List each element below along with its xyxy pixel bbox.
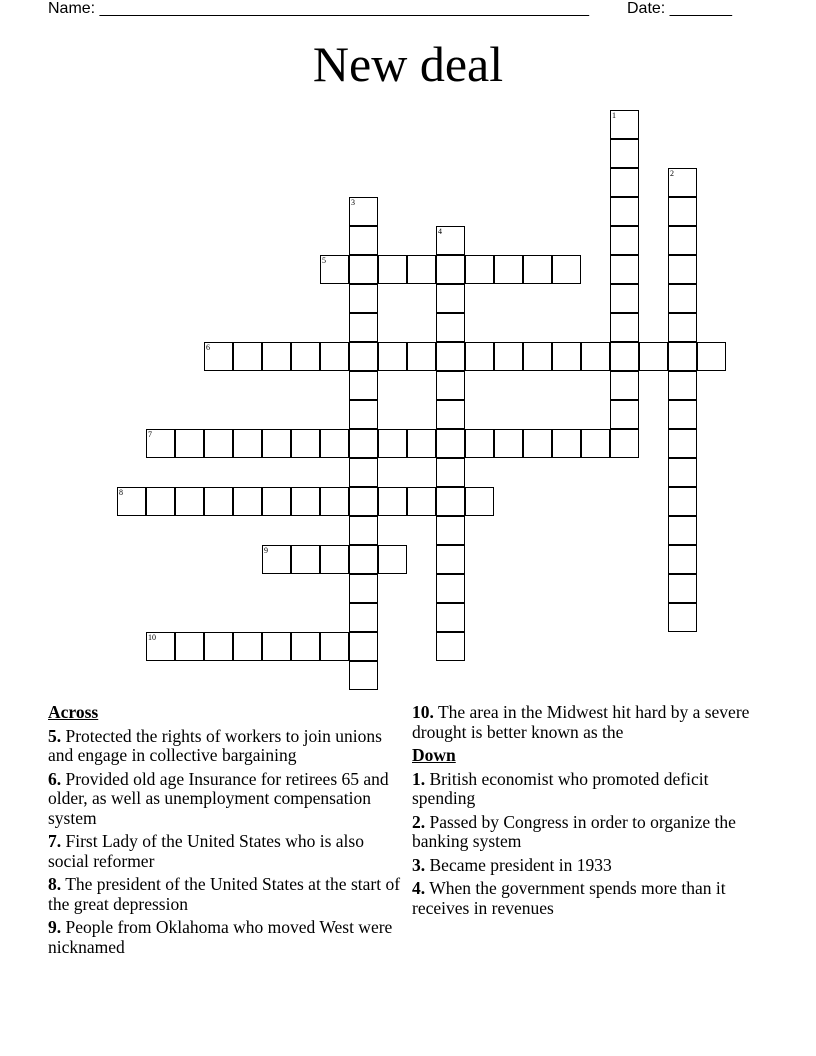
across-clue-10 [412, 703, 767, 742]
grid-cell[interactable] [610, 197, 639, 226]
grid-cell[interactable] [320, 255, 349, 284]
clue-number: 4. [412, 878, 426, 898]
grid-cell[interactable] [320, 487, 349, 516]
grid-cell[interactable] [117, 487, 146, 516]
grid-cell[interactable] [262, 342, 291, 371]
clue-text: The president of the United States at the start of the great depression [48, 874, 401, 914]
grid-cell[interactable] [610, 371, 639, 400]
grid-cell[interactable] [668, 429, 697, 458]
down-heading: Down [412, 745, 456, 765]
grid-cell[interactable] [204, 487, 233, 516]
grid-cell[interactable] [262, 429, 291, 458]
clue-number: 1. [412, 768, 426, 789]
grid-cell[interactable] [378, 545, 407, 574]
cell-clue-number: 10 [148, 633, 156, 642]
grid-cell[interactable] [204, 429, 233, 458]
grid-cell[interactable] [610, 139, 639, 168]
down-clue-4 [412, 879, 767, 918]
grid-cell[interactable] [668, 226, 697, 255]
grid-cell[interactable] [552, 429, 581, 458]
grid-cell[interactable] [349, 342, 378, 371]
clue-number: 9. [48, 917, 62, 937]
clue-number: 6. [48, 768, 62, 789]
grid-cell[interactable] [378, 342, 407, 371]
grid-cell[interactable] [494, 342, 523, 371]
grid-cell[interactable] [668, 545, 697, 574]
clue-text: First Lady of the United States who is also social reformer [48, 831, 364, 871]
grid-cell[interactable] [349, 400, 378, 429]
grid-cell[interactable] [581, 342, 610, 371]
grid-cell[interactable] [233, 487, 262, 516]
cell-clue-number: 7 [148, 430, 152, 439]
across-heading: Across [48, 702, 99, 722]
clues-left-column [48, 703, 403, 961]
down-clue-3 [412, 856, 767, 876]
across-clue-6 [48, 770, 403, 829]
grid-cell[interactable] [610, 400, 639, 429]
grid-cell[interactable] [668, 574, 697, 603]
grid-cell[interactable] [291, 429, 320, 458]
puzzle-title: New deal [312, 36, 504, 92]
cell-clue-number: 5 [322, 256, 326, 265]
clue-number: 8. [48, 874, 62, 894]
cell-clue-number: 3 [351, 198, 355, 207]
clue-text: Provided old age Insurance for retirees 65 and older, as well as unemployment compensation system [48, 768, 389, 828]
grid-cell[interactable] [175, 487, 204, 516]
grid-cell[interactable] [349, 661, 378, 690]
grid-cell[interactable] [146, 487, 175, 516]
grid-cell[interactable] [291, 342, 320, 371]
grid-cell[interactable] [668, 603, 697, 632]
across-clue-7 [48, 832, 403, 871]
grid-cell[interactable] [233, 342, 262, 371]
grid-cell[interactable] [610, 313, 639, 342]
grid-cell[interactable] [436, 226, 465, 255]
grid-cell[interactable] [349, 516, 378, 545]
grid-cell[interactable] [494, 429, 523, 458]
clue-number: 5. [48, 725, 62, 746]
grid-cell[interactable] [668, 284, 697, 313]
grid-cell[interactable] [668, 371, 697, 400]
clue-number: 7. [48, 831, 62, 851]
grid-cell[interactable] [668, 313, 697, 342]
cell-clue-number: 1 [612, 111, 616, 120]
grid-cell[interactable] [610, 342, 639, 371]
date-field-line: Date: _______ [627, 0, 732, 17]
grid-cell[interactable] [523, 255, 552, 284]
clue-text: Became president in 1933 [429, 854, 612, 875]
grid-cell[interactable] [436, 603, 465, 632]
grid-cell[interactable] [407, 487, 436, 516]
grid-cell[interactable] [378, 429, 407, 458]
grid-cell[interactable] [175, 429, 204, 458]
grid-cell[interactable] [436, 400, 465, 429]
grid-cell[interactable] [349, 284, 378, 313]
grid-cell[interactable] [436, 632, 465, 661]
grid-cell[interactable] [668, 255, 697, 284]
grid-cell[interactable] [349, 603, 378, 632]
grid-cell[interactable] [349, 574, 378, 603]
grid-cell[interactable] [668, 487, 697, 516]
grid-cell[interactable] [349, 429, 378, 458]
cell-clue-number: 9 [264, 546, 268, 555]
grid-cell[interactable] [610, 226, 639, 255]
grid-cell[interactable] [349, 226, 378, 255]
grid-cell[interactable] [465, 255, 494, 284]
grid-cell[interactable] [436, 545, 465, 574]
grid-cell[interactable] [436, 284, 465, 313]
grid-cell[interactable] [436, 313, 465, 342]
across-clue-5 [48, 727, 403, 766]
grid-cell[interactable] [291, 632, 320, 661]
clues-right-column [412, 703, 767, 922]
grid-cell[interactable] [668, 400, 697, 429]
grid-cell[interactable] [523, 429, 552, 458]
grid-cell[interactable] [523, 342, 552, 371]
grid-cell[interactable] [436, 458, 465, 487]
grid-cell[interactable] [436, 371, 465, 400]
grid-cell[interactable] [233, 429, 262, 458]
grid-cell[interactable] [407, 429, 436, 458]
cell-clue-number: 4 [438, 227, 442, 236]
clue-text: People from Oklahoma who moved West were nicknamed [48, 917, 393, 957]
grid-cell[interactable] [465, 487, 494, 516]
grid-cell[interactable] [320, 545, 349, 574]
grid-cell[interactable] [349, 255, 378, 284]
grid-cell[interactable] [349, 487, 378, 516]
grid-cell[interactable] [494, 255, 523, 284]
grid-cell[interactable] [436, 429, 465, 458]
grid-cell[interactable] [610, 429, 639, 458]
down-clue-2 [412, 813, 767, 852]
clue-text: The area in the Midwest hit hard by a severe drought is better known as the [412, 702, 750, 742]
grid-cell[interactable] [465, 342, 494, 371]
grid-cell[interactable] [233, 632, 262, 661]
down-clue-1 [412, 770, 767, 809]
grid-cell[interactable] [378, 255, 407, 284]
grid-cell[interactable] [262, 487, 291, 516]
grid-cell[interactable] [204, 342, 233, 371]
grid-cell[interactable] [668, 342, 697, 371]
grid-cell[interactable] [407, 342, 436, 371]
grid-cell[interactable] [436, 516, 465, 545]
grid-cell[interactable] [610, 284, 639, 313]
grid-cell[interactable] [436, 574, 465, 603]
grid-cell[interactable] [262, 545, 291, 574]
grid-cell[interactable] [668, 197, 697, 226]
grid-cell[interactable] [436, 487, 465, 516]
grid-cell[interactable] [349, 197, 378, 226]
name-field-line: Name: _______________________________________________________ [48, 0, 589, 17]
grid-cell[interactable] [262, 632, 291, 661]
grid-cell[interactable] [610, 255, 639, 284]
clue-text: When the government spends more than it receives in revenues [412, 878, 726, 918]
grid-cell[interactable] [320, 429, 349, 458]
grid-cell[interactable] [349, 371, 378, 400]
clue-text: Protected the rights of workers to join unions and engage in collective bargaining [48, 725, 382, 765]
grid-cell[interactable] [146, 632, 175, 661]
clue-number: 3. [412, 854, 426, 875]
clue-number: 10. [412, 702, 434, 722]
grid-cell[interactable] [349, 545, 378, 574]
grid-cell[interactable] [175, 632, 204, 661]
grid-cell[interactable] [581, 429, 610, 458]
grid-cell[interactable] [668, 516, 697, 545]
clue-number: 2. [412, 811, 426, 832]
grid-cell[interactable] [552, 342, 581, 371]
grid-cell[interactable] [291, 545, 320, 574]
grid-cell[interactable] [552, 255, 581, 284]
grid-cell[interactable] [697, 342, 726, 371]
grid-cell[interactable] [610, 110, 639, 139]
grid-cell[interactable] [668, 458, 697, 487]
grid-cell[interactable] [436, 342, 465, 371]
grid-cell[interactable] [291, 487, 320, 516]
grid-cell[interactable] [668, 168, 697, 197]
grid-cell[interactable] [320, 632, 349, 661]
grid-cell[interactable] [320, 342, 349, 371]
cell-clue-number: 8 [119, 488, 123, 497]
cell-clue-number: 6 [206, 343, 210, 352]
grid-cell[interactable] [349, 458, 378, 487]
grid-cell[interactable] [146, 429, 175, 458]
grid-cell[interactable] [407, 255, 436, 284]
grid-cell[interactable] [378, 487, 407, 516]
grid-cell[interactable] [610, 168, 639, 197]
across-clue-8 [48, 875, 403, 914]
grid-cell[interactable] [204, 632, 233, 661]
across-clue-9 [48, 918, 403, 957]
grid-cell[interactable] [639, 342, 668, 371]
grid-cell[interactable] [465, 429, 494, 458]
grid-cell[interactable] [436, 255, 465, 284]
clue-text: Passed by Congress in order to organize the banking system [412, 811, 736, 851]
clue-text: British economist who promoted deficit spending [412, 768, 709, 808]
cell-clue-number: 2 [670, 169, 674, 178]
grid-cell[interactable] [349, 632, 378, 661]
grid-cell[interactable] [349, 313, 378, 342]
